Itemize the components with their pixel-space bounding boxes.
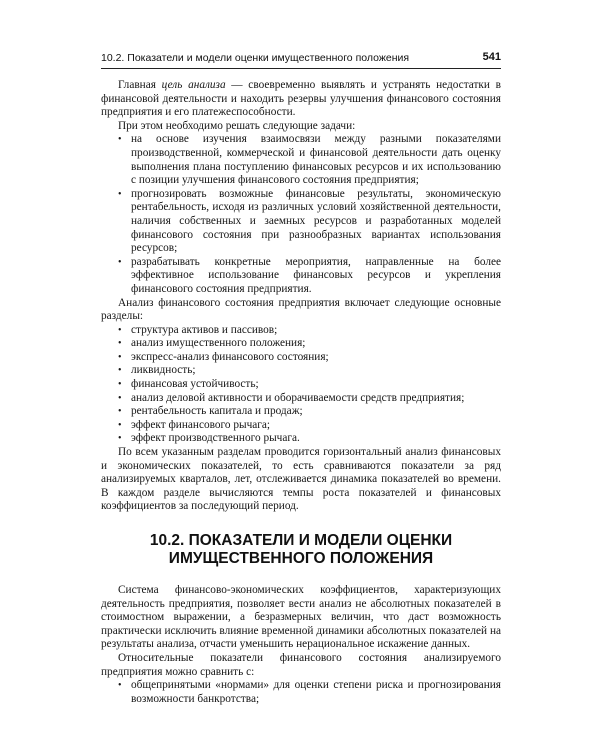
- relative-lead: Относительные показатели финансового состояния анализируемого предприятия можно сравнить с:: [101, 651, 501, 678]
- running-header: [101, 50, 501, 69]
- list-item: • анализ деловой активности и оборачиваемости средств предприятия;: [101, 392, 501, 406]
- list-item: • анализ имущественного положения;: [101, 337, 501, 351]
- list-item: • рентабельность капитала и продаж;: [101, 405, 501, 419]
- section-heading: [101, 532, 501, 568]
- list-item: • финансовая устойчивость;: [101, 378, 501, 392]
- section-heading-line-2: ИМУЩЕСТВЕННОГО ПОЛОЖЕНИЯ: [168, 550, 434, 567]
- body-text: [101, 79, 501, 706]
- list-item: • ликвидность;: [101, 364, 501, 378]
- sections-lead: Анализ финансового состояния предприятия включает следующие основные разделы:: [101, 296, 501, 323]
- system-paragraph: Система финансово-экономических коэффициентов, характеризующих деятельность предприятия, позволяет вести анализ не абсолютных показателей в стоимостном выражении, а безразмерных величин, что даст возможность практически исключить влияние временной динамики абсолютных показателей на результаты анализа, отчасти уменьшить нерациональное искажение данных.: [101, 584, 501, 651]
- intro-after: — своевременно выявлять и устранять недостатки в финансовой деятельности и находить резервы улучшения финансового состояния предприятия и его платежеспособности.: [101, 79, 502, 119]
- tasks-lead: При этом необходимо решать следующие задачи:: [118, 119, 356, 132]
- tasks-list: [101, 133, 501, 296]
- intro-paragraph: [101, 79, 501, 120]
- list-item: • разрабатывать конкретные мероприятия, направленные на более эффективное использование финансовых ресурсов и укрепления финансового состояния предприятия.: [101, 256, 501, 297]
- intro-term: цель анализа: [161, 79, 226, 91]
- intro-before: Главная: [118, 79, 162, 91]
- list-item: • структура активов и пассивов;: [101, 324, 501, 338]
- running-header-title: 10.2. Показатели и модели оценки имущественного положения: [101, 52, 410, 64]
- list-item: • прогнозировать возможные финансовые результаты, экономическую рентабельность, исходя из различных условий хозяйственной деятельности, наличия собственных и заемных ресурсов и разработанных моделей финансового состояния при разнообразных вариантах использования ресурсов;: [101, 188, 501, 256]
- sections-list: [101, 324, 501, 446]
- list-item: • общепринятыми «нормами» для оценки степени риска и прогнозирования возможности банкротства;: [101, 679, 501, 706]
- relative-list: [101, 679, 501, 706]
- section-heading-line-1: 10.2. ПОКАЗАТЕЛИ И МОДЕЛИ ОЦЕНКИ: [149, 532, 453, 549]
- list-item: • экспресс-анализ финансового состояния;: [101, 351, 501, 365]
- sections-summary: По всем указанным разделам проводится горизонтальный анализ финансовых и экономических показателей, то есть сравниваются показатели за ряд анализируемых кварталов, лет, отслеживается динамика показателей во времени. В каждом разделе вычисляются темпы роста показателей и финансовых коэффициентов за последующий период.: [101, 446, 501, 513]
- list-item: • на основе изучения взаимосвязи между разными показателями производственной, коммерческой и финансовой деятельности дать оценку выполнения плана поступлению финансовых ресурсов и их использованию с позиции улучшения финансового состояния предприятия;: [101, 133, 501, 187]
- list-item: • эффект финансового рычага;: [101, 419, 501, 433]
- list-item: • эффект производственного рычага.: [101, 432, 501, 446]
- page-number: 541: [482, 51, 501, 63]
